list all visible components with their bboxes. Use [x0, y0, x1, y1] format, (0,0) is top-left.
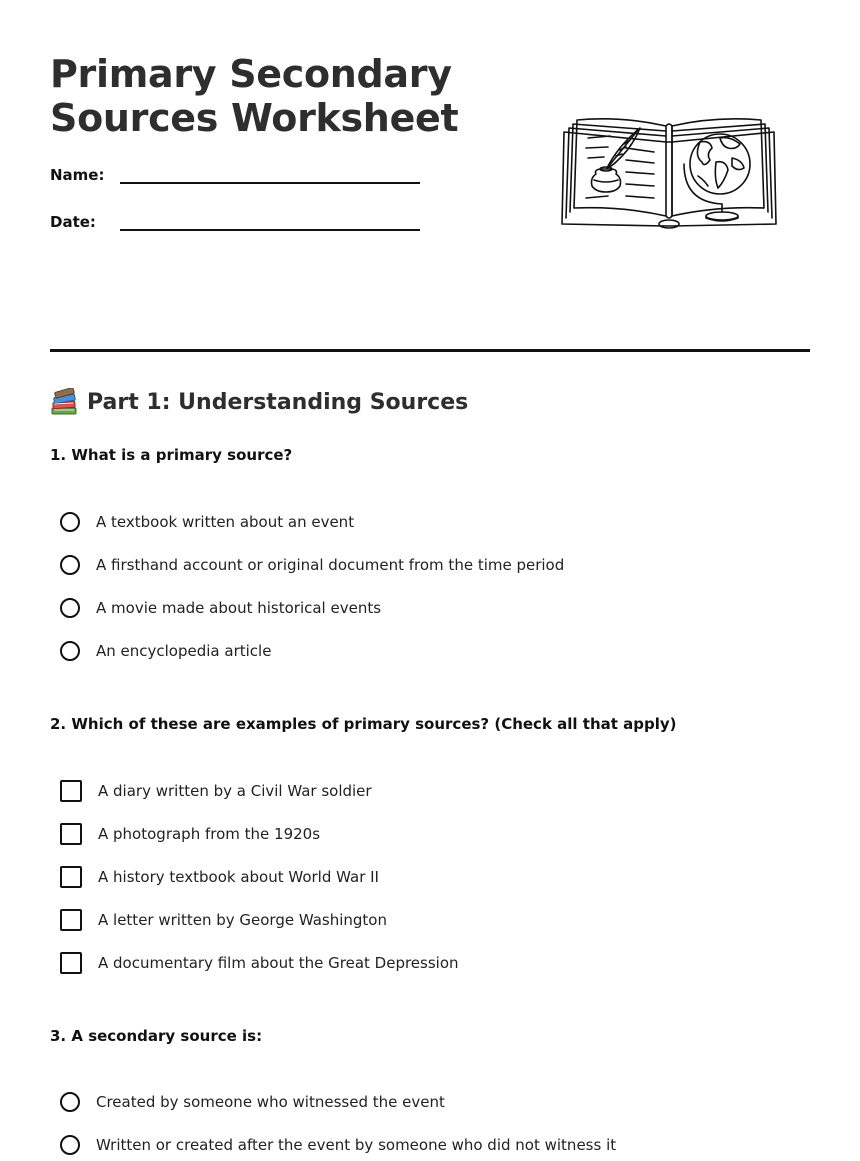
option-label: A history textbook about World War II: [98, 868, 379, 886]
option-label: A textbook written about an event: [96, 513, 355, 531]
part1-heading: [50, 388, 468, 416]
question-1-option-3[interactable]: [60, 596, 381, 620]
open-book-quill-globe-icon: [560, 112, 778, 232]
question-1: 1. What is a primary source?: [50, 446, 293, 464]
option-label: An encyclopedia article: [96, 642, 272, 660]
question-2-option-1[interactable]: [60, 779, 372, 803]
question-1-option-4[interactable]: [60, 639, 271, 663]
question-2-option-2[interactable]: [60, 822, 320, 846]
option-label: A letter written by George Washington: [98, 911, 387, 929]
name-input-line[interactable]: [120, 182, 420, 184]
question-3-option-2[interactable]: [60, 1133, 616, 1157]
radio-button[interactable]: [60, 512, 80, 532]
option-label: Created by someone who witnessed the event: [96, 1093, 445, 1111]
checkbox[interactable]: [60, 952, 82, 974]
radio-button[interactable]: [60, 1135, 80, 1155]
date-label: Date:: [50, 213, 96, 231]
option-label: A firsthand account or original document from the time period: [96, 556, 565, 574]
books-icon: [50, 388, 78, 416]
question-3: 3. A secondary source is:: [50, 1027, 263, 1045]
checkbox[interactable]: [60, 780, 82, 802]
radio-button[interactable]: [60, 598, 80, 618]
question-2: 2. Which of these are examples of primary sources? (Check all that apply): [50, 715, 677, 733]
option-label: A movie made about historical events: [96, 599, 382, 617]
radio-button[interactable]: [60, 1092, 80, 1112]
option-label: A diary written by a Civil War soldier: [98, 782, 372, 800]
question-1-option-1[interactable]: [60, 510, 354, 534]
radio-button[interactable]: [60, 555, 80, 575]
question-2-option-3[interactable]: [60, 865, 379, 889]
section-divider: [50, 349, 810, 352]
date-input-line[interactable]: [120, 229, 420, 231]
question-3-option-1[interactable]: [60, 1090, 445, 1114]
worksheet-title: [50, 52, 458, 140]
checkbox[interactable]: [60, 909, 82, 931]
title-line-1: Primary Secondary: [50, 52, 452, 96]
question-1-option-2[interactable]: [60, 553, 564, 577]
radio-button[interactable]: [60, 641, 80, 661]
question-2-option-4[interactable]: [60, 908, 387, 932]
option-label: A photograph from the 1920s: [98, 825, 321, 843]
option-label: A documentary film about the Great Depression: [98, 954, 459, 972]
title-line-2: Sources Worksheet: [50, 96, 459, 140]
question-2-option-5[interactable]: [60, 951, 459, 975]
checkbox[interactable]: [60, 866, 82, 888]
option-label: Written or created after the event by someone who did not witness it: [96, 1136, 617, 1154]
name-label: Name:: [50, 166, 105, 184]
part1-heading-text: Part 1: Understanding Sources: [87, 389, 469, 415]
checkbox[interactable]: [60, 823, 82, 845]
